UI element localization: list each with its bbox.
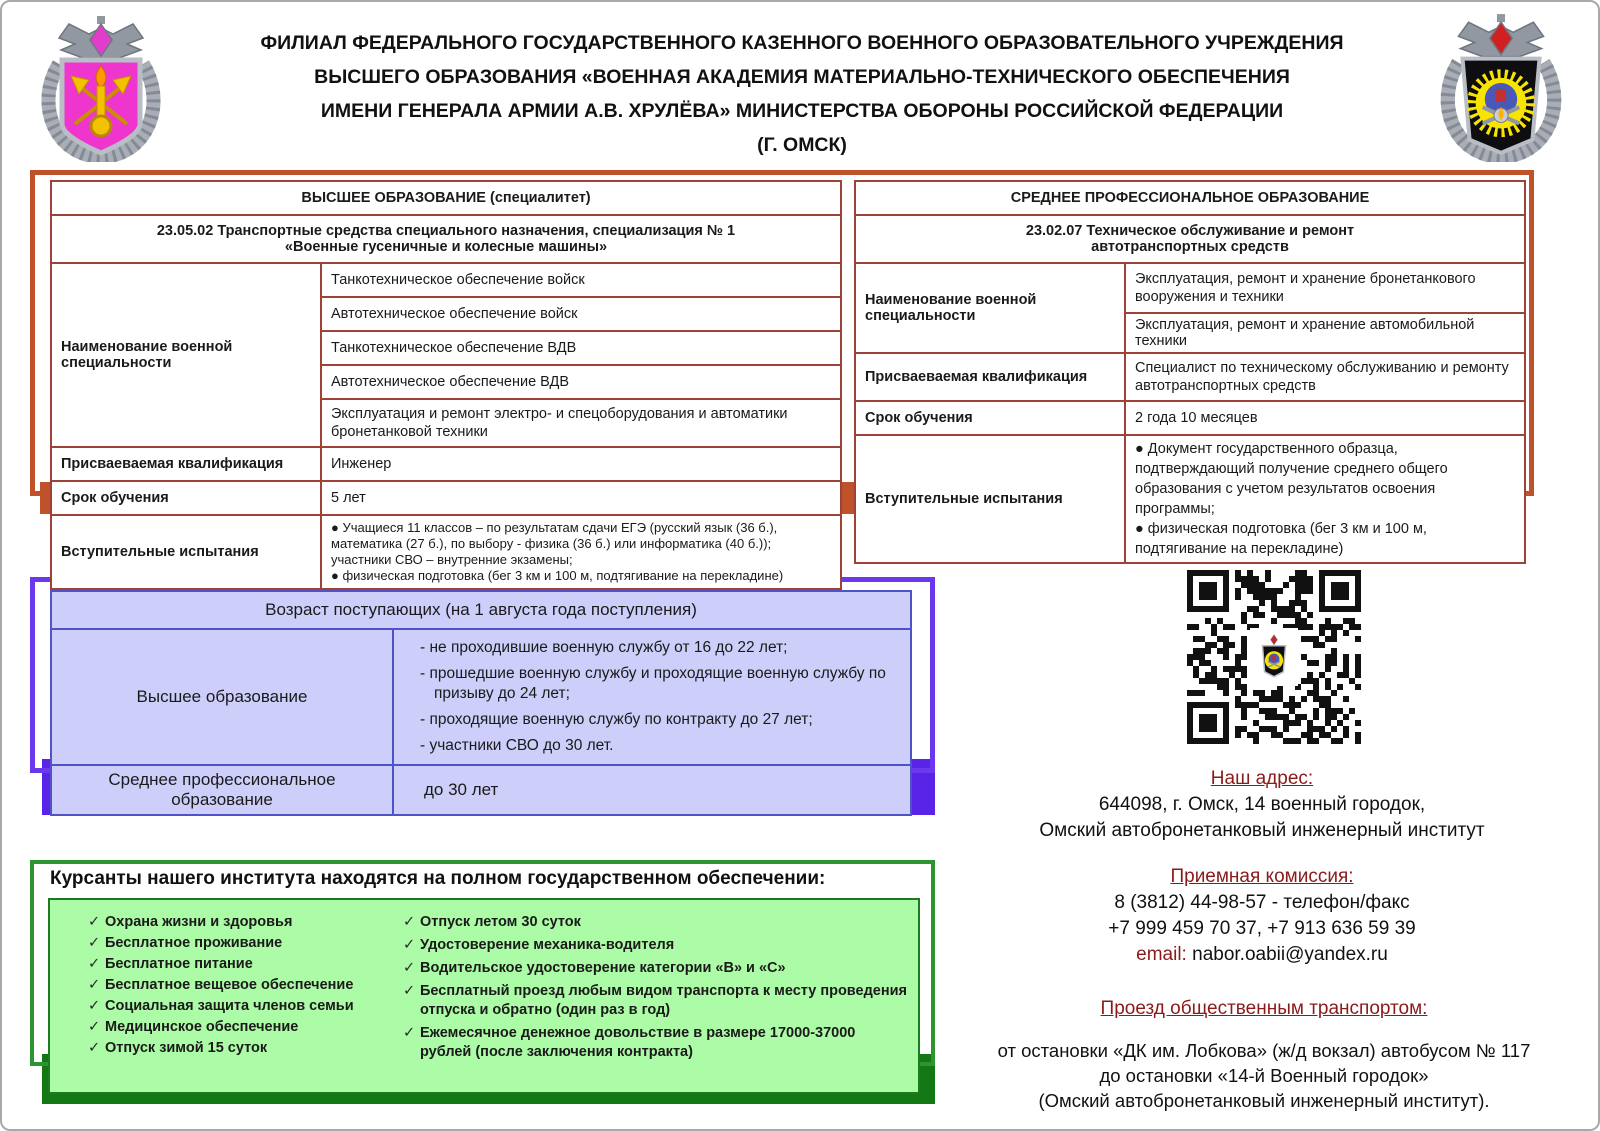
benefit-text: Бесплатное питание <box>105 956 253 972</box>
age-item: - не проходившие военную службу от 16 до 22 лет; <box>420 639 788 656</box>
program-line: 23.05.02 Транспортные средства специального назначения, специализация № 1 <box>156 223 736 239</box>
benefit-text: Отпуск зимой 15 суток <box>105 1040 268 1056</box>
benefit-item <box>88 997 403 1016</box>
specialty-cell: Танкотехническое обеспечение ВДВ <box>321 331 841 365</box>
contact-info <box>952 766 1572 968</box>
program-line: автотранспортных средств <box>1091 239 1289 255</box>
benefit-item <box>403 1024 908 1062</box>
qualification-cell: Специалист по техническому обслуживанию и ремонту автотранспортных средств <box>1125 353 1525 401</box>
check-icon: ✓ <box>403 983 416 999</box>
benefit-text: Водительское удостоверение категории «В» и «С» <box>420 960 786 976</box>
benefit-item <box>403 982 908 1020</box>
table-row <box>855 401 1525 435</box>
age-secondary-value-cell: до 30 лет <box>393 765 911 815</box>
benefits-right-column <box>403 913 908 1092</box>
transport-line: (Омский автобронетанковый инженерный институт). <box>1038 1090 1490 1111</box>
table-row <box>51 515 841 589</box>
higher-ed-program-cell <box>51 215 841 263</box>
benefit-text: Отпуск летом 30 суток <box>420 914 581 930</box>
specialty-cell: Автотехническое обеспечение войск <box>321 297 841 331</box>
secondary-education-table <box>854 180 1526 564</box>
address-line: 644098, г. Омск, 14 военный городок, <box>1098 794 1426 815</box>
benefit-item <box>403 913 908 932</box>
higher-ed-header-cell: ВЫСШЕЕ ОБРАЗОВАНИЕ (специалитет) <box>51 181 841 215</box>
specialty-cell: Танкотехническое обеспечение войск <box>321 263 841 297</box>
benefit-text: Удостоверение механика-водителя <box>420 937 675 953</box>
specialty-cell: Эксплуатация, ремонт и хранение бронетанкового вооружения и техники <box>1125 263 1525 313</box>
institute-emblem-icon <box>1432 10 1570 162</box>
table-row <box>855 215 1525 263</box>
email-line <box>952 942 1572 968</box>
phone-line: +7 999 459 70 37, +7 913 636 59 39 <box>1108 918 1416 939</box>
exams-cell <box>1125 435 1525 563</box>
program-line: 23.02.07 Техническое обслуживание и ремонт <box>1025 223 1355 239</box>
benefit-item <box>403 936 908 955</box>
table-row <box>855 181 1525 215</box>
qualification-label-cell: Присваеваемая квалификация <box>855 353 1125 401</box>
benefit-text: Социальная защита членов семьи <box>105 998 354 1014</box>
age-secondary-label-cell: Среднее профессиональное образование <box>51 765 393 815</box>
table-row <box>51 181 841 215</box>
age-table <box>50 590 912 816</box>
specialty-cell: Эксплуатация и ремонт электро- и спецоборудования и автоматики бронетанковой техники <box>321 399 841 447</box>
qr-center-emblem-icon <box>1250 628 1298 686</box>
check-icon: ✓ <box>403 1025 416 1041</box>
transport-line: до остановки «14-й Военный городок» <box>1099 1065 1429 1086</box>
email-label: email: <box>1136 944 1187 965</box>
secondary-ed-program-cell <box>855 215 1525 263</box>
table-row <box>51 447 841 481</box>
program-line: «Военные гусеничные и колесные машины» <box>284 239 608 255</box>
exam-item: ● Документ государственного образца, подтверждающий получение среднего общего образования с учетом результатов освоения программы; <box>1135 441 1448 517</box>
duration-cell: 5 лет <box>321 481 841 515</box>
title-line: (Г. ОМСК) <box>757 134 847 156</box>
qualification-cell: Инженер <box>321 447 841 481</box>
benefit-text: Ежемесячное денежное довольствие в размере 17000-37000 рублей (после заключения контракта) <box>420 1025 856 1060</box>
title-line: ФИЛИАЛ ФЕДЕРАЛЬНОГО ГОСУДАРСТВЕННОГО КАЗЕННОГО ВОЕННОГО ОБРАЗОВАТЕЛЬНОГО УЧРЕЖДЕНИЯ <box>260 32 1344 54</box>
exam-item: ● Учащиеся 11 классов – по результатам сдачи ЕГЭ (русский язык (36 б.), математика (27 б.), по выбору - физика (36 б.) или информатика (40 б.)); участники СВО – внутренние экзамены; <box>331 520 778 567</box>
table-row <box>855 435 1525 563</box>
exam-item: ● физическая подготовка (бег 3 км и 100 м, подтягивание на перекладине) <box>1135 521 1427 557</box>
admissions-heading: Приемная комиссия: <box>1170 866 1354 887</box>
qr-code <box>1187 570 1361 744</box>
table-row <box>51 481 841 515</box>
age-higher-values-cell <box>393 629 911 765</box>
title-line: ИМЕНИ ГЕНЕРАЛА АРМИИ А.В. ХРУЛЁВА» МИНИСТЕРСТВА ОБОРОНЫ РОССИЙСКОЙ ФЕДЕРАЦИИ <box>320 100 1284 122</box>
benefit-item <box>88 1018 403 1037</box>
check-icon: ✓ <box>88 935 101 951</box>
check-icon: ✓ <box>88 914 101 930</box>
qualification-label-cell: Присваеваемая квалификация <box>51 447 321 481</box>
table-row <box>51 765 911 815</box>
benefit-item <box>88 913 403 932</box>
table-row <box>51 591 911 629</box>
benefit-item <box>88 955 403 974</box>
duration-label-cell: Срок обучения <box>855 401 1125 435</box>
exams-cell <box>321 515 841 589</box>
exams-label-cell: Вступительные испытания <box>51 515 321 589</box>
exams-label-cell: Вступительные испытания <box>855 435 1125 563</box>
table-row <box>855 263 1525 313</box>
benefits-title: Курсанты нашего института находятся на полном государственном обеспечении: <box>50 868 826 889</box>
benefit-text: Бесплатное вещевое обеспечение <box>105 977 354 993</box>
duration-cell: 2 года 10 месяцев <box>1125 401 1525 435</box>
check-icon: ✓ <box>403 960 416 976</box>
specialty-label-cell: Наименование военной специальности <box>51 263 321 447</box>
transport-heading: Проезд общественным транспортом: <box>1100 998 1428 1019</box>
secondary-ed-header-cell: СРЕДНЕЕ ПРОФЕССИОНАЛЬНОЕ ОБРАЗОВАНИЕ <box>855 181 1525 215</box>
benefit-item <box>403 959 908 978</box>
benefits-left-column <box>88 913 403 1092</box>
benefit-item <box>88 976 403 995</box>
email-address: nabor.oabii@yandex.ru <box>1186 944 1388 965</box>
check-icon: ✓ <box>88 977 101 993</box>
benefit-text: Медицинское обеспечение <box>105 1019 299 1035</box>
check-icon: ✓ <box>88 1040 101 1056</box>
check-icon: ✓ <box>88 956 101 972</box>
age-item: - участники СВО до 30 лет. <box>420 737 614 754</box>
table-row <box>51 215 841 263</box>
address-heading: Наш адрес: <box>1210 768 1314 789</box>
check-icon: ✓ <box>88 1019 101 1035</box>
check-icon: ✓ <box>403 937 416 953</box>
specialty-cell: Эксплуатация, ремонт и хранение автомобильной техники <box>1125 313 1525 353</box>
duration-label-cell: Срок обучения <box>51 481 321 515</box>
age-item: - прошедшие военную службу и проходящие военную службу по призыву до 24 лет; <box>420 665 886 702</box>
table-row <box>51 263 841 297</box>
benefit-text: Бесплатное проживание <box>105 935 283 951</box>
check-icon: ✓ <box>88 998 101 1014</box>
higher-education-table <box>50 180 842 590</box>
benefits-box <box>48 898 920 1094</box>
table-row <box>855 353 1525 401</box>
check-icon: ✓ <box>403 914 416 930</box>
poster-title <box>182 26 1422 162</box>
transport-info <box>944 996 1584 1113</box>
phone-line: 8 (3812) 44-98-57 - телефон/факс <box>1114 892 1410 913</box>
address-line: Омский автобронетанковый инженерный институт <box>1039 820 1485 841</box>
title-line: ВЫСШЕГО ОБРАЗОВАНИЯ «ВОЕННАЯ АКАДЕМИЯ МАТЕРИАЛЬНО-ТЕХНИЧЕСКОГО ОБЕСПЕЧЕНИЯ <box>314 66 1290 88</box>
age-header-cell: Возраст поступающих (на 1 августа года поступления) <box>51 591 911 629</box>
table-row <box>51 629 911 765</box>
benefit-text: Бесплатный проезд любым видом транспорта к месту проведения отпуска и обратно (один раз в год) <box>420 983 907 1018</box>
age-higher-label-cell: Высшее образование <box>51 629 393 765</box>
specialty-cell: Автотехническое обеспечение ВДВ <box>321 365 841 399</box>
exam-item: ● физическая подготовка (бег 3 км и 100 м, подтягивание на перекладине) <box>331 568 784 583</box>
benefit-item <box>88 934 403 953</box>
age-item: - проходящие военную службу по контракту до 27 лет; <box>420 711 813 728</box>
benefit-text: Охрана жизни и здоровья <box>105 914 293 930</box>
benefit-item <box>88 1039 403 1058</box>
transport-line: от остановки «ДК им. Лобкова» (ж/д вокзал) автобусом № 117 <box>997 1040 1531 1061</box>
specialty-label-cell: Наименование военной специальности <box>855 263 1125 353</box>
academy-emblem-icon <box>35 12 167 162</box>
